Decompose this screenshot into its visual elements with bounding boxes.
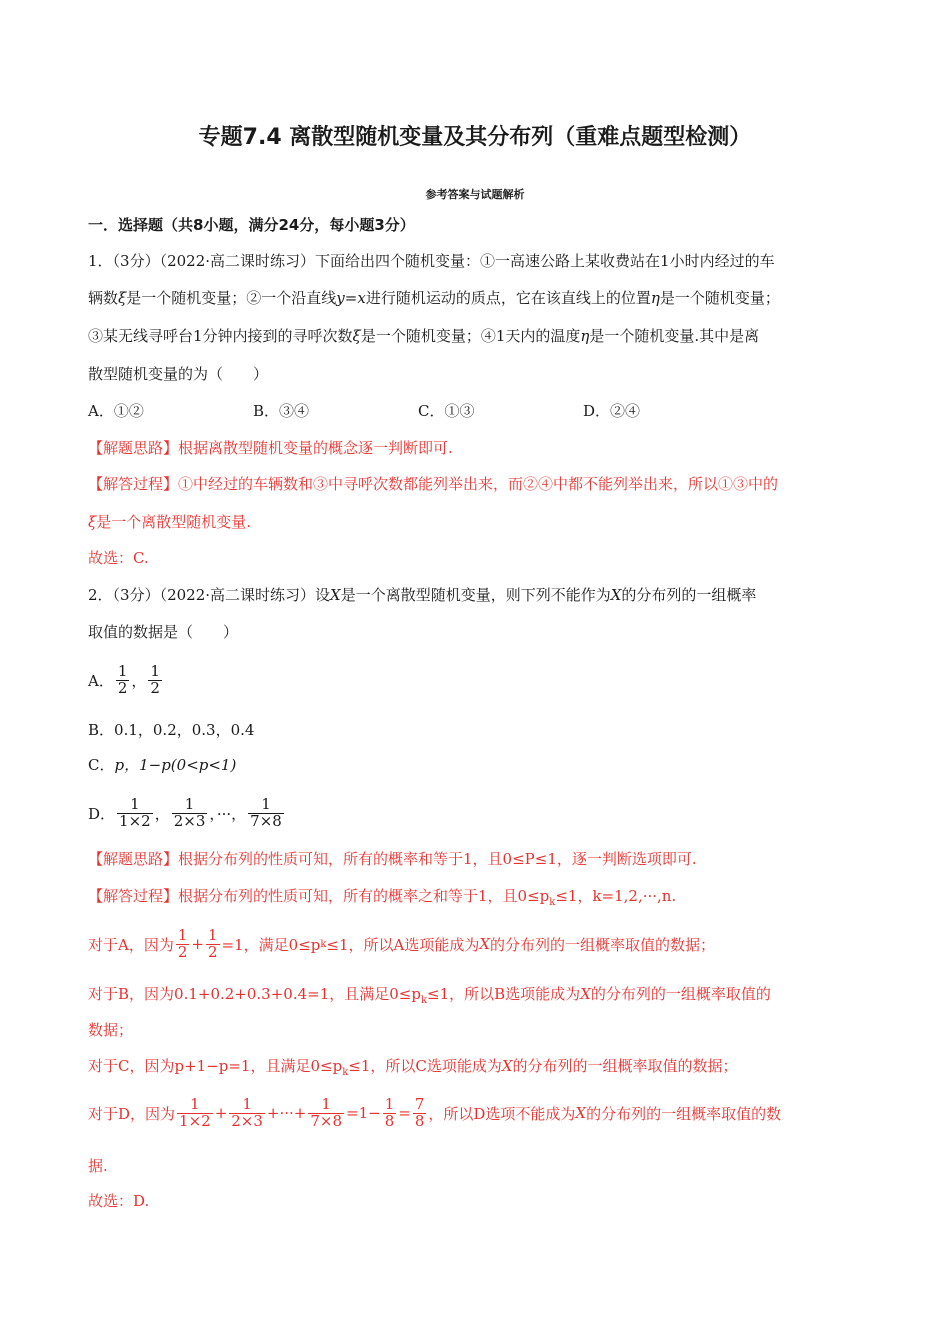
q1-option-d: D．②④ (583, 402, 641, 420)
page-title: 专题7.4 离散型随机变量及其分布列（重难点题型检测） (198, 125, 752, 150)
q2-answer: 故选：D. (88, 1192, 150, 1210)
q1-stem-line1: 1．（3分）（2022·高二课时练习）下面给出四个随机变量：①一高速公路上某收费站在1小时内经过的车 (88, 252, 775, 270)
q1-answer: 故选：C. (88, 549, 149, 567)
q1-solution-line2: ξ是一个离散型随机变量. (88, 513, 252, 531)
q2-solution-c: 对于C，因为p+1−p=1，且满足$0\le p_k\le 1$，所以C选项能成为X的分布列的一组概率取值的数据； (88, 1057, 738, 1078)
page-subtitle: 参考答案与试题解析 (425, 188, 525, 201)
q1-solution-line1: 【解答过程】①中经过的车辆数和③中寻呼次数都能列举出来，而②④中都不能列举出来，所以①③中的 (88, 475, 779, 493)
q1-hint: 【解题思路】根据离散型随机变量的概念逐一判断即可. (88, 439, 453, 457)
q1-stem-line3: ③某无线寻呼台1分钟内接到的寻呼次数ξ是一个随机变量；④1天内的温度η是一个随机变量.其中是离 (88, 327, 760, 345)
q1-option-b: B．③④ (253, 402, 310, 420)
q2-option-c: C．p，1−p(0<p<1) (88, 756, 237, 774)
section-heading: 一．选择题（共8小题，满分24分，每小题3分） (88, 216, 415, 234)
q2-stem-line2: 取值的数据是（ ） (88, 623, 239, 641)
q1-stem-line4: 散型随机变量的为（ ） (88, 365, 269, 383)
q2-option-b: B．0.1，0.2，0.3，0.4 (88, 721, 255, 739)
q2-option-a: A． $\frac{1}{2}$ ， $\frac{1}{2}$ (88, 661, 160, 697)
q1-stem-line2: 辆数ξ是一个随机变量；②一个沿直线y=x进行随机运动的质点，它在该直线上的位置η是一个随机变量； (88, 289, 780, 307)
q2-option-d: D． $\frac{1}{1\times 2}$ ， $\frac{1}{2\times 3}$ ，···， $\frac{1}{7\times 8}$ (88, 794, 282, 830)
q2-solution-d-line1: 对于D，因为 $\frac{1}{1\times 2}$ + $\frac{1}{2\times 3}$ +···+ $\frac{1}{7\times 8}$ =1− $\frac{1}{8}$ = $\frac{7}{8}$ ，所以D选项不能成为 X 的分布列的一组概率取值的数 (88, 1094, 782, 1130)
q2-hint: 【解题思路】根据分布列的性质可知，所有的概率和等于1，且0≤P≤1，逐一判断选项即可. (88, 850, 697, 868)
q2-stem-line1: 2．（3分）（2022·高二课时练习）设X是一个离散型随机变量，则下列不能作为X的分布列的一组概率 (88, 586, 757, 604)
q1-option-a: A．①② (88, 402, 144, 420)
q2-solution-a: 对于A，因为 $\frac{1}{2}$ + $\frac{1}{2}$ =1，满足0≤p k ≤1，所以A选项能成为 X 的分布列的一组概率取值的数据； (88, 925, 716, 961)
q2-solution-b-line2: 数据； (88, 1021, 134, 1039)
q2-solution-b-line1: 对于B，因为0.1+0.2+0.3+0.4=1，且满足$0\le p_k\le 1$，所以B选项能成为X的分布列的一组概率取值的 (88, 985, 771, 1006)
q2-solution-intro: 【解答过程】根据分布列的性质可知，所有的概率之和等于1，且$0\le p_k\le 1$，k=1,2,···,n. (88, 887, 677, 908)
q1-option-c: C．①③ (418, 402, 475, 420)
q2-solution-d-line2: 据. (88, 1157, 108, 1175)
